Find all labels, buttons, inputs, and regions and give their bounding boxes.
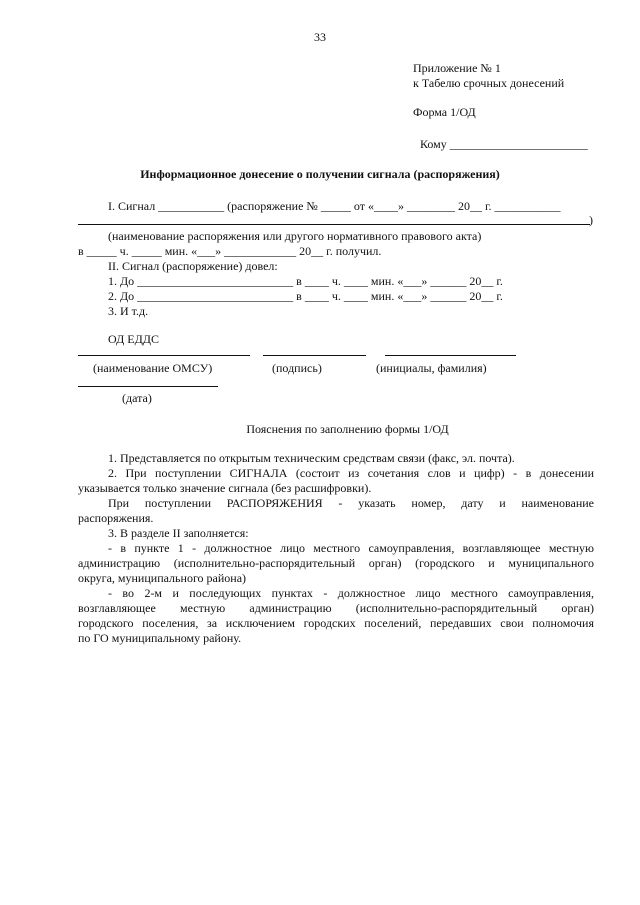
name-underline: [385, 355, 516, 356]
od-edds-label: ОД ЕДДС: [108, 332, 159, 346]
date-underline: [78, 386, 218, 387]
omsu-caption: (наименование ОМСУ): [93, 361, 213, 375]
signal-caption: (наименование распоряжения или другого нормативного правового акта): [108, 229, 482, 243]
signature-caption: (подпись): [272, 361, 322, 375]
document-title: Информационное донесение о получении сигнала (распоряжения): [140, 167, 500, 181]
signature-underline: [263, 355, 366, 356]
explanation-p2-line2: указывается только значение сигнала (без расшифровки).: [78, 481, 372, 495]
name-caption: (инициалы, фамилия): [376, 361, 487, 375]
appendix-label: Приложение № 1: [413, 61, 501, 75]
delivered-item-1: 1. До __________________________ в ____ ч. ____ мин. «___» ______ 20__ г.: [108, 274, 503, 288]
delivered-item-2: 2. До __________________________ в ____ ч. ____ мин. «___» ______ 20__ г.: [108, 289, 503, 303]
appendix-table-label: к Табелю срочных донесений: [413, 76, 565, 90]
explanation-p4: 3. В разделе II заполняется:: [108, 526, 249, 540]
explanation-heading: Пояснения по заполнению формы 1/ОД: [246, 422, 449, 436]
received-line: в _____ ч. _____ мин. «___» ____________ 20__ г. получил.: [78, 244, 382, 258]
form-label: Форма 1/ОД: [413, 105, 476, 119]
section-2-heading: II. Сигнал (распоряжение) довел:: [108, 259, 278, 273]
explanation-p5-line1: - в пункте 1 - должностное лицо местного самоуправления, возглавляющее местную: [108, 541, 594, 555]
explanation-p5-line3: округа, муниципального района): [78, 571, 247, 585]
page-number: 33: [314, 30, 326, 44]
explanation-p6-line3: городского поселения, за исключением городских поселений, передавших свои полномочия: [78, 616, 594, 630]
explanation-p3-line2: распоряжения.: [78, 511, 154, 525]
explanation-p3-line1: При поступлении РАСПОРЯЖЕНИЯ - указать номер, дату и наименование: [108, 496, 594, 510]
date-caption: (дата): [122, 391, 152, 405]
explanation-p6-line1: - во 2-м и последующих пунктах - должностное лицо местного самоуправления,: [108, 586, 594, 600]
omsu-underline: [78, 355, 250, 356]
explanation-p6-line2: возглавляющее местную администрацию (исполнительно-распорядительный орган): [78, 601, 594, 615]
delivered-item-3: 3. И т.д.: [108, 304, 149, 318]
to-whom-field: Кому _______________________: [420, 137, 588, 151]
explanation-p6-line4: по ГО муниципальному району.: [78, 631, 242, 645]
explanation-p1: 1. Представляется по открытым техническим средствам связи (факс, эл. почта).: [108, 451, 515, 465]
signal-close-paren: ): [589, 213, 593, 227]
signal-line: I. Сигнал ___________ (распоряжение № _____ от «____» ________ 20__ г. ___________: [108, 199, 561, 213]
explanation-p5-line2: администрацию (исполнительно-распорядительный орган) (городского и муниципального: [78, 556, 594, 570]
explanation-p2-line1: 2. При поступлении СИГНАЛА (состоит из сочетания слов и цифр) - в донесении: [108, 466, 594, 480]
signal-underline: [78, 224, 590, 225]
